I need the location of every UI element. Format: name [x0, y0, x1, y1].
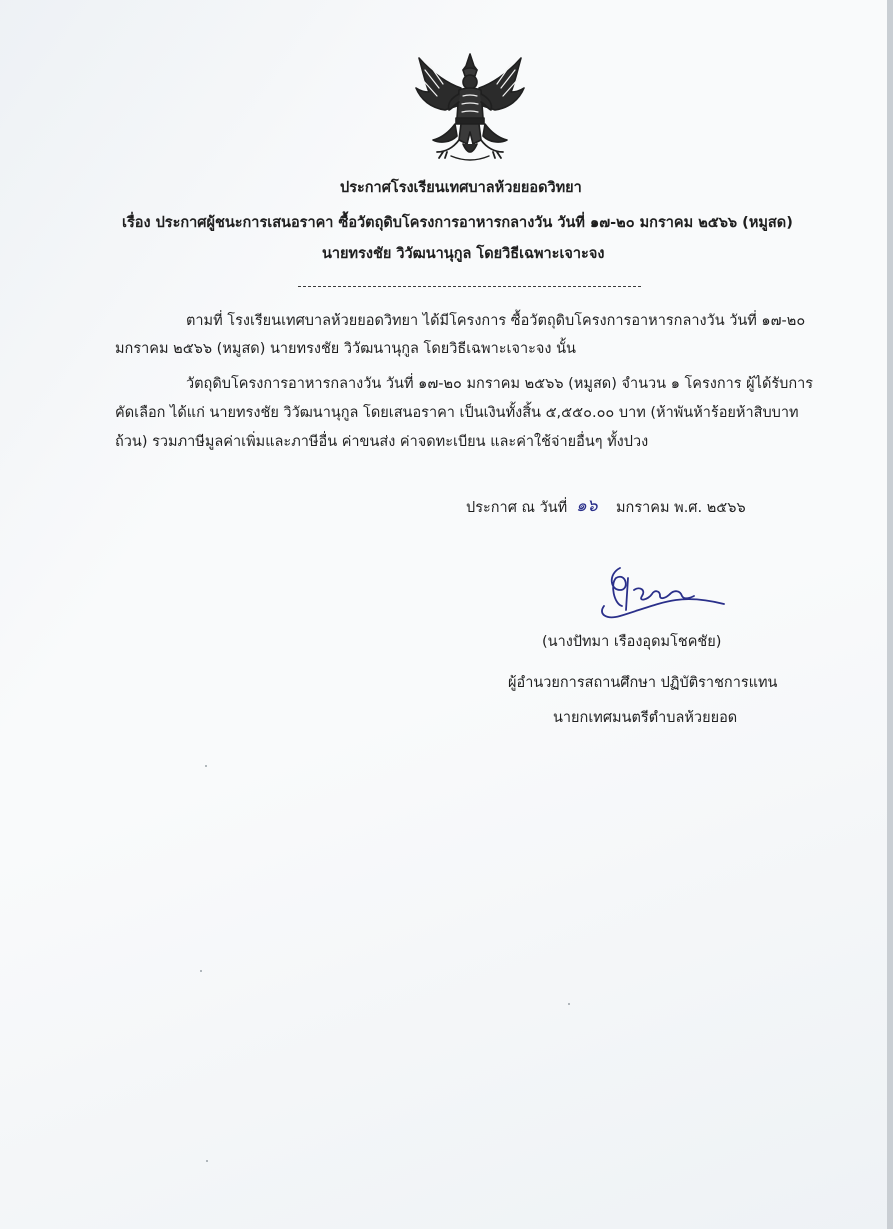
- body-paragraph-1-line-2: มกราคม ๒๕๖๖ (หมูสด) นายทรงชัย วิวัฒนานุกูล โดยวิธีเฉพาะเจาะจง นั้น: [115, 341, 576, 357]
- paper-speck: [206, 1160, 208, 1162]
- handwritten-signature: [590, 560, 730, 630]
- signatory-position-2: นายกเทศมนตรีตำบลห้วยยอด: [553, 710, 738, 726]
- signatory-position-1: ผู้อำนวยการสถานศึกษา ปฏิบัติราชการแทน: [508, 675, 778, 691]
- announce-date-month-year: มกราคม พ.ศ. ๒๕๖๖: [616, 500, 746, 516]
- announcement-subject-line2: นายทรงชัย วิวัฒนานุกูล โดยวิธีเฉพาะเจาะจง: [322, 246, 605, 262]
- announcement-title: ประกาศโรงเรียนเทศบาลห้วยยอดวิทยา: [340, 180, 582, 196]
- announce-date-prefix: ประกาศ ณ วันที่: [466, 500, 568, 516]
- paper-speck: [205, 765, 207, 767]
- header-divider: [298, 286, 641, 287]
- announce-day-handwritten: ๑๖: [576, 496, 598, 516]
- paper-speck: [568, 1003, 570, 1005]
- garuda-emblem-icon: [411, 48, 529, 166]
- body-paragraph-1-line-1: ตามที่ โรงเรียนเทศบาลห้วยยอดวิทยา ได้มีโครงการ ซื้อวัตถุดิบโครงการอาหารกลางวัน วันที่ ๑๗-๒๐: [186, 313, 806, 329]
- page-edge: [887, 0, 893, 1229]
- body-paragraph-2-line-3: ถ้วน) รวมภาษีมูลค่าเพิ่มและภาษีอื่น ค่าขนส่ง ค่าจดทะเบียน และค่าใช้จ่ายอื่นๆ ทั้งปวง: [115, 434, 649, 450]
- body-paragraph-2-line-2: คัดเลือก ได้แก่ นายทรงชัย วิวัฒนานุกูล โดยเสนอราคา เป็นเงินทั้งสิ้น ๕,๕๕๐.๐๐ บาท (ห้าพันห้าร้อยห้าสิบบาท: [115, 405, 799, 421]
- paper-speck: [200, 970, 202, 972]
- announcement-subject: เรื่อง ประกาศผู้ชนะการเสนอราคา ซื้อวัตถุดิบโครงการอาหารกลางวัน วันที่ ๑๗-๒๐ มกราคม ๒๕๖๖ (หมูสด): [122, 215, 793, 231]
- signatory-name: (นางปัทมา เรืองอุดมโชคชัย): [542, 634, 722, 650]
- body-paragraph-2-line-1: วัตถุดิบโครงการอาหารกลางวัน วันที่ ๑๗-๒๐ มกราคม ๒๕๖๖ (หมูสด) จำนวน ๑ โครงการ ผู้ได้รับการ: [186, 376, 814, 392]
